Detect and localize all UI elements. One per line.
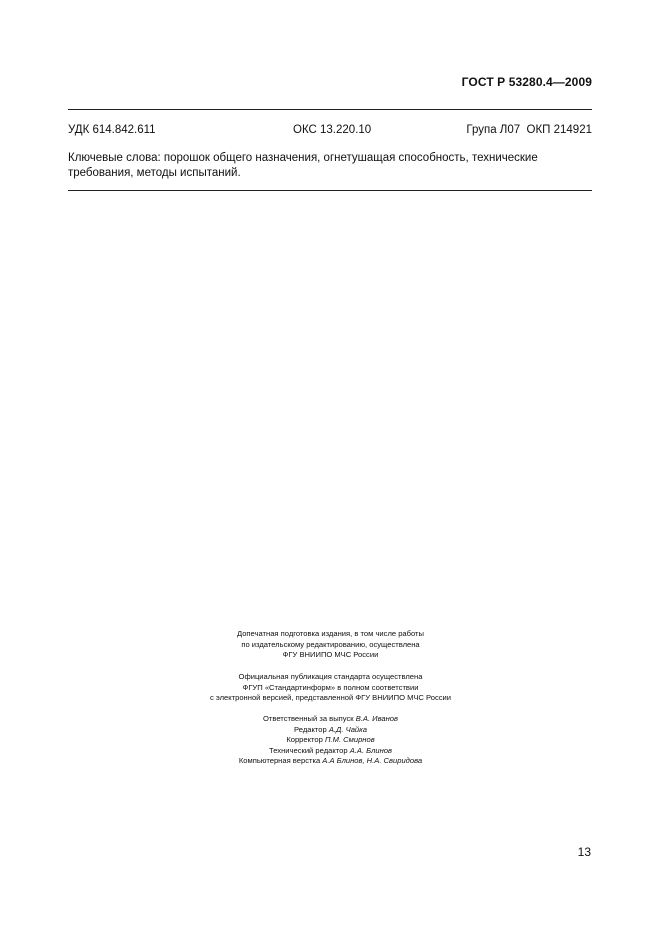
page-number: 13 xyxy=(577,845,591,859)
credit-line xyxy=(0,725,661,736)
top-divider xyxy=(68,109,592,110)
prep-imprint-block xyxy=(0,629,661,661)
credits-block xyxy=(0,714,661,767)
credit-role: Технический редактор xyxy=(269,745,350,755)
credit-name: А.А Блинов, Н.А. Свиридова xyxy=(322,756,423,765)
credit-role: Компьютерная верстка xyxy=(238,756,323,765)
credit-name: П.М. Смирнов xyxy=(325,735,375,744)
credit-name: В.А. Иванов xyxy=(355,714,398,723)
group-okp-code: Група Л07 ОКП 214921 xyxy=(466,124,592,136)
classification-row xyxy=(68,124,592,140)
bottom-divider xyxy=(68,190,592,191)
imprint-line: ФГУ ВНИИПО МЧС России xyxy=(282,650,379,659)
credit-line xyxy=(0,714,661,725)
udk-code: УДК 614.842.611 xyxy=(68,124,156,136)
credit-line xyxy=(0,756,661,767)
imprint-line: ФГУП «Стандартинформ» в полном соответствии xyxy=(242,682,419,692)
imprint-line: Официальная публикация стандарта осуществлена xyxy=(238,672,423,681)
credit-name: А.А. Блинов xyxy=(349,745,392,755)
credit-line xyxy=(0,735,661,746)
publication-imprint-block xyxy=(0,672,661,704)
credit-name: А.Д. Чайка xyxy=(328,724,367,734)
imprint-line: Допечатная подготовка издания, в том числе работы xyxy=(236,629,424,638)
credit-role: Редактор xyxy=(294,724,329,734)
oks-code: ОКС 13.220.10 xyxy=(293,124,372,136)
credit-line xyxy=(0,746,661,757)
credit-role: Ответственный за выпуск xyxy=(263,714,356,723)
credit-role: Корректор xyxy=(286,735,325,744)
keywords-paragraph: Ключевые слова: порошок общего назначения, огнетушащая способность, технические требования, методы испытаний. xyxy=(68,152,538,179)
imprint-line: по издательскому редактированию, осуществлена xyxy=(241,639,420,649)
imprint-line: с электронной версией, представленной ФГУ ВНИИПО МЧС России xyxy=(209,693,452,702)
document-code: ГОСТ Р 53280.4—2009 xyxy=(461,75,592,89)
